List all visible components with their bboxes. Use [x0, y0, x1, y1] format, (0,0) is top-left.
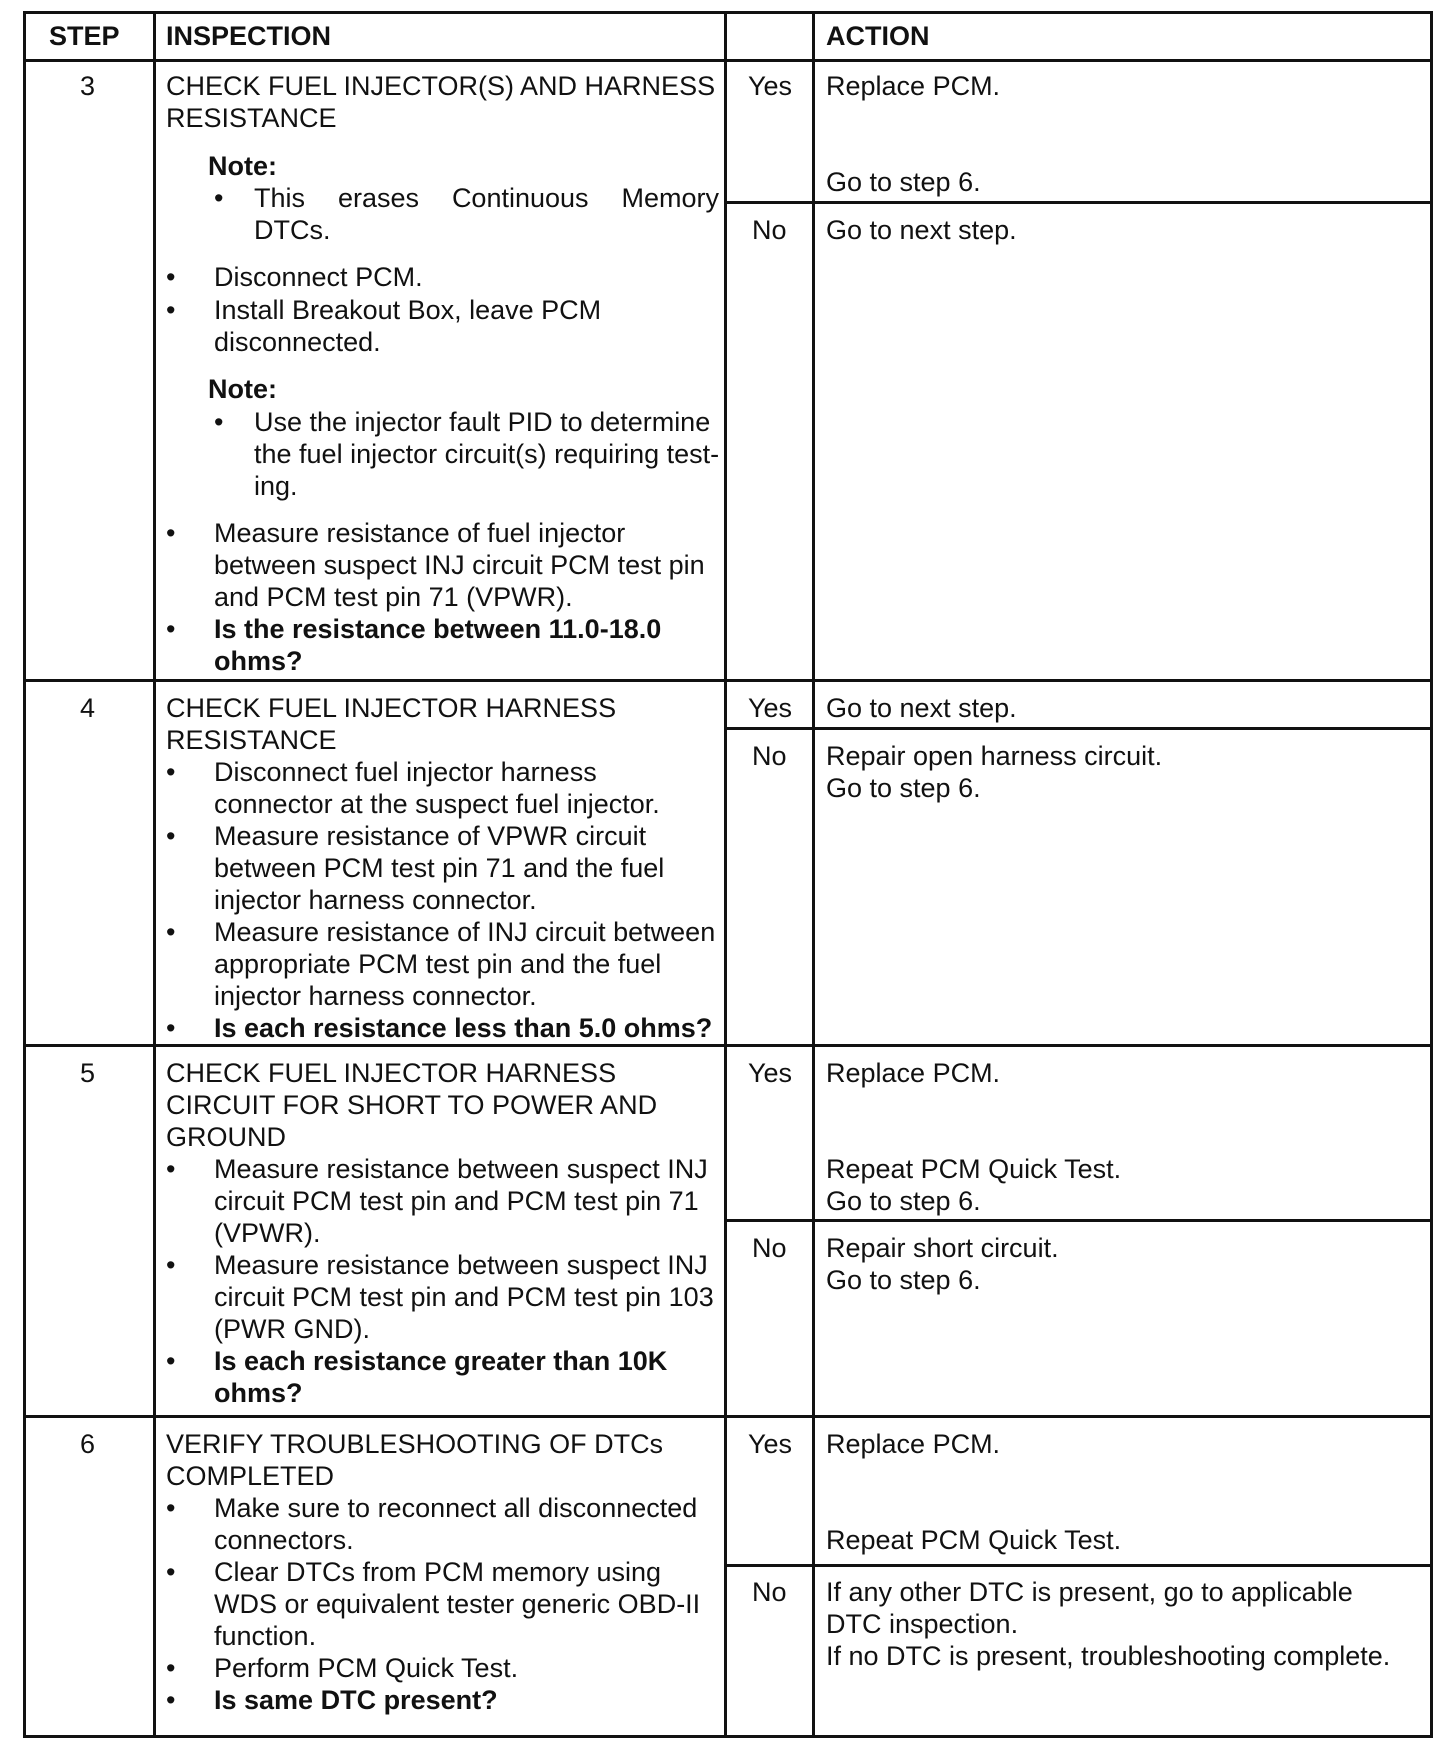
bullet: • — [166, 1557, 176, 1587]
inspection-item: and PCM test pin 71 (VPWR). — [214, 582, 573, 612]
divider — [724, 1219, 1430, 1222]
bullet: • — [166, 295, 176, 325]
inspection-item: circuit PCM test pin and PCM test pin 71 — [214, 1186, 699, 1216]
note-label: Note: — [208, 374, 277, 404]
bullet: • — [166, 1154, 176, 1184]
inspection-question: Is the resistance between 11.0-18.0 — [214, 614, 662, 644]
bullet: • — [166, 518, 176, 548]
note-text: ing. — [254, 471, 298, 501]
bullet: • — [166, 1653, 176, 1683]
inspection-table — [23, 11, 1433, 1738]
action-text: Go to step 6. — [826, 167, 981, 197]
action-text: If no DTC is present, troubleshooting complete. — [826, 1641, 1391, 1671]
yes-label: Yes — [748, 1429, 793, 1459]
bullet: • — [166, 1346, 176, 1376]
action-text: Repair open harness circuit. — [826, 741, 1163, 771]
action-text: Replace PCM. — [826, 71, 1001, 101]
bullet: • — [166, 1250, 176, 1280]
note-text: DTCs. — [254, 215, 331, 245]
inspection-item: Measure resistance of INJ circuit between — [214, 917, 716, 947]
bullet: • — [214, 183, 224, 213]
inspection-item: Install Breakout Box, leave PCM — [214, 295, 602, 325]
inspection-item: Disconnect PCM. — [214, 262, 423, 292]
inspection-item: Clear DTCs from PCM memory using — [214, 1557, 662, 1587]
inspection-item: (PWR GND). — [214, 1314, 370, 1344]
bullet: • — [166, 1685, 176, 1715]
bullet: • — [166, 1493, 176, 1523]
yes-label: Yes — [748, 71, 793, 101]
note-label: Note: — [208, 151, 277, 181]
divider — [724, 14, 727, 1735]
step-number: 5 — [80, 1058, 96, 1088]
action-text: If any other DTC is present, go to applicable — [826, 1577, 1353, 1607]
action-text: Replace PCM. — [826, 1429, 1001, 1459]
yes-label: Yes — [748, 1058, 793, 1088]
no-label: No — [752, 741, 787, 771]
divider — [812, 14, 815, 1735]
action-text: Repeat PCM Quick Test. — [826, 1525, 1122, 1555]
inspection-item: function. — [214, 1621, 317, 1651]
inspection-item: injector harness connector. — [214, 885, 537, 915]
step-title: COMPLETED — [166, 1461, 335, 1491]
step-number: 6 — [80, 1429, 96, 1459]
action-text: Go to next step. — [826, 693, 1017, 723]
note-text: Use the injector fault PID to determine — [254, 407, 711, 437]
divider — [26, 1044, 1430, 1047]
inspection-item: Measure resistance between suspect INJ — [214, 1154, 708, 1184]
inspection-item: Disconnect fuel injector harness — [214, 757, 597, 787]
inspection-item: connector at the suspect fuel injector. — [214, 789, 660, 819]
step-title: CHECK FUEL INJECTOR(S) AND HARNESS — [166, 71, 716, 101]
divider — [724, 201, 1430, 204]
inspection-item: Measure resistance of VPWR circuit — [214, 821, 647, 851]
bullet: • — [214, 407, 224, 437]
inspection-item: between PCM test pin 71 and the fuel — [214, 853, 665, 883]
bullet: • — [166, 821, 176, 851]
bullet: • — [166, 1013, 176, 1043]
inspection-item: Perform PCM Quick Test. — [214, 1653, 519, 1683]
divider — [26, 1415, 1430, 1418]
inspection-item: between suspect INJ circuit PCM test pin — [214, 550, 705, 580]
yes-label: Yes — [748, 693, 793, 723]
action-text: Replace PCM. — [826, 1058, 1001, 1088]
action-text: Go to step 6. — [826, 1265, 981, 1295]
bullet: • — [166, 614, 176, 644]
action-text: Repeat PCM Quick Test. — [826, 1154, 1122, 1184]
inspection-item: injector harness connector. — [214, 981, 537, 1011]
step-title: CHECK FUEL INJECTOR HARNESS — [166, 1058, 617, 1088]
step-title: RESISTANCE — [166, 725, 337, 755]
inspection-question: Is same DTC present? — [214, 1685, 498, 1715]
inspection-item: (VPWR). — [214, 1218, 321, 1248]
inspection-item: WDS or equivalent tester generic OBD-II — [214, 1589, 701, 1619]
note-text: the fuel injector circuit(s) requiring test- — [254, 439, 720, 469]
inspection-question: ohms? — [214, 646, 303, 676]
inspection-item: appropriate PCM test pin and the fuel — [214, 949, 662, 979]
divider — [724, 727, 1430, 730]
divider — [26, 679, 1430, 682]
no-label: No — [752, 1577, 787, 1607]
step-title: GROUND — [166, 1122, 286, 1152]
step-title: VERIFY TROUBLESHOOTING OF DTCs — [166, 1429, 664, 1459]
no-label: No — [752, 215, 787, 245]
inspection-item: circuit PCM test pin and PCM test pin 103 — [214, 1282, 714, 1312]
action-text: DTC inspection. — [826, 1609, 1019, 1639]
no-label: No — [752, 1233, 787, 1263]
step-title: RESISTANCE — [166, 103, 337, 133]
action-text: Go to step 6. — [826, 773, 981, 803]
divider — [26, 59, 1430, 62]
step-number: 4 — [80, 693, 96, 723]
inspection-item: Make sure to reconnect all disconnected — [214, 1493, 698, 1523]
divider — [724, 1564, 1430, 1567]
action-text: Repair short circuit. — [826, 1233, 1059, 1263]
bullet: • — [166, 757, 176, 787]
header-action: ACTION — [826, 21, 930, 51]
action-text: Go to next step. — [826, 215, 1017, 245]
action-text: Go to step 6. — [826, 1186, 981, 1216]
divider — [153, 14, 156, 1735]
inspection-question: Is each resistance greater than 10K — [214, 1346, 668, 1376]
inspection-question: Is each resistance less than 5.0 ohms? — [214, 1013, 713, 1043]
inspection-item: Measure resistance between suspect INJ — [214, 1250, 708, 1280]
bullet: • — [166, 262, 176, 292]
header-inspection: INSPECTION — [166, 21, 332, 51]
inspection-item: disconnected. — [214, 327, 381, 357]
inspection-item: connectors. — [214, 1525, 354, 1555]
inspection-question: ohms? — [214, 1378, 303, 1408]
step-title: CIRCUIT FOR SHORT TO POWER AND — [166, 1090, 658, 1120]
inspection-item: Measure resistance of fuel injector — [214, 518, 626, 548]
header-step: STEP — [49, 21, 120, 51]
bullet: • — [166, 917, 176, 947]
step-number: 3 — [80, 71, 96, 101]
note-text: This erases Continuous Memory — [254, 183, 719, 213]
step-title: CHECK FUEL INJECTOR HARNESS — [166, 693, 617, 723]
